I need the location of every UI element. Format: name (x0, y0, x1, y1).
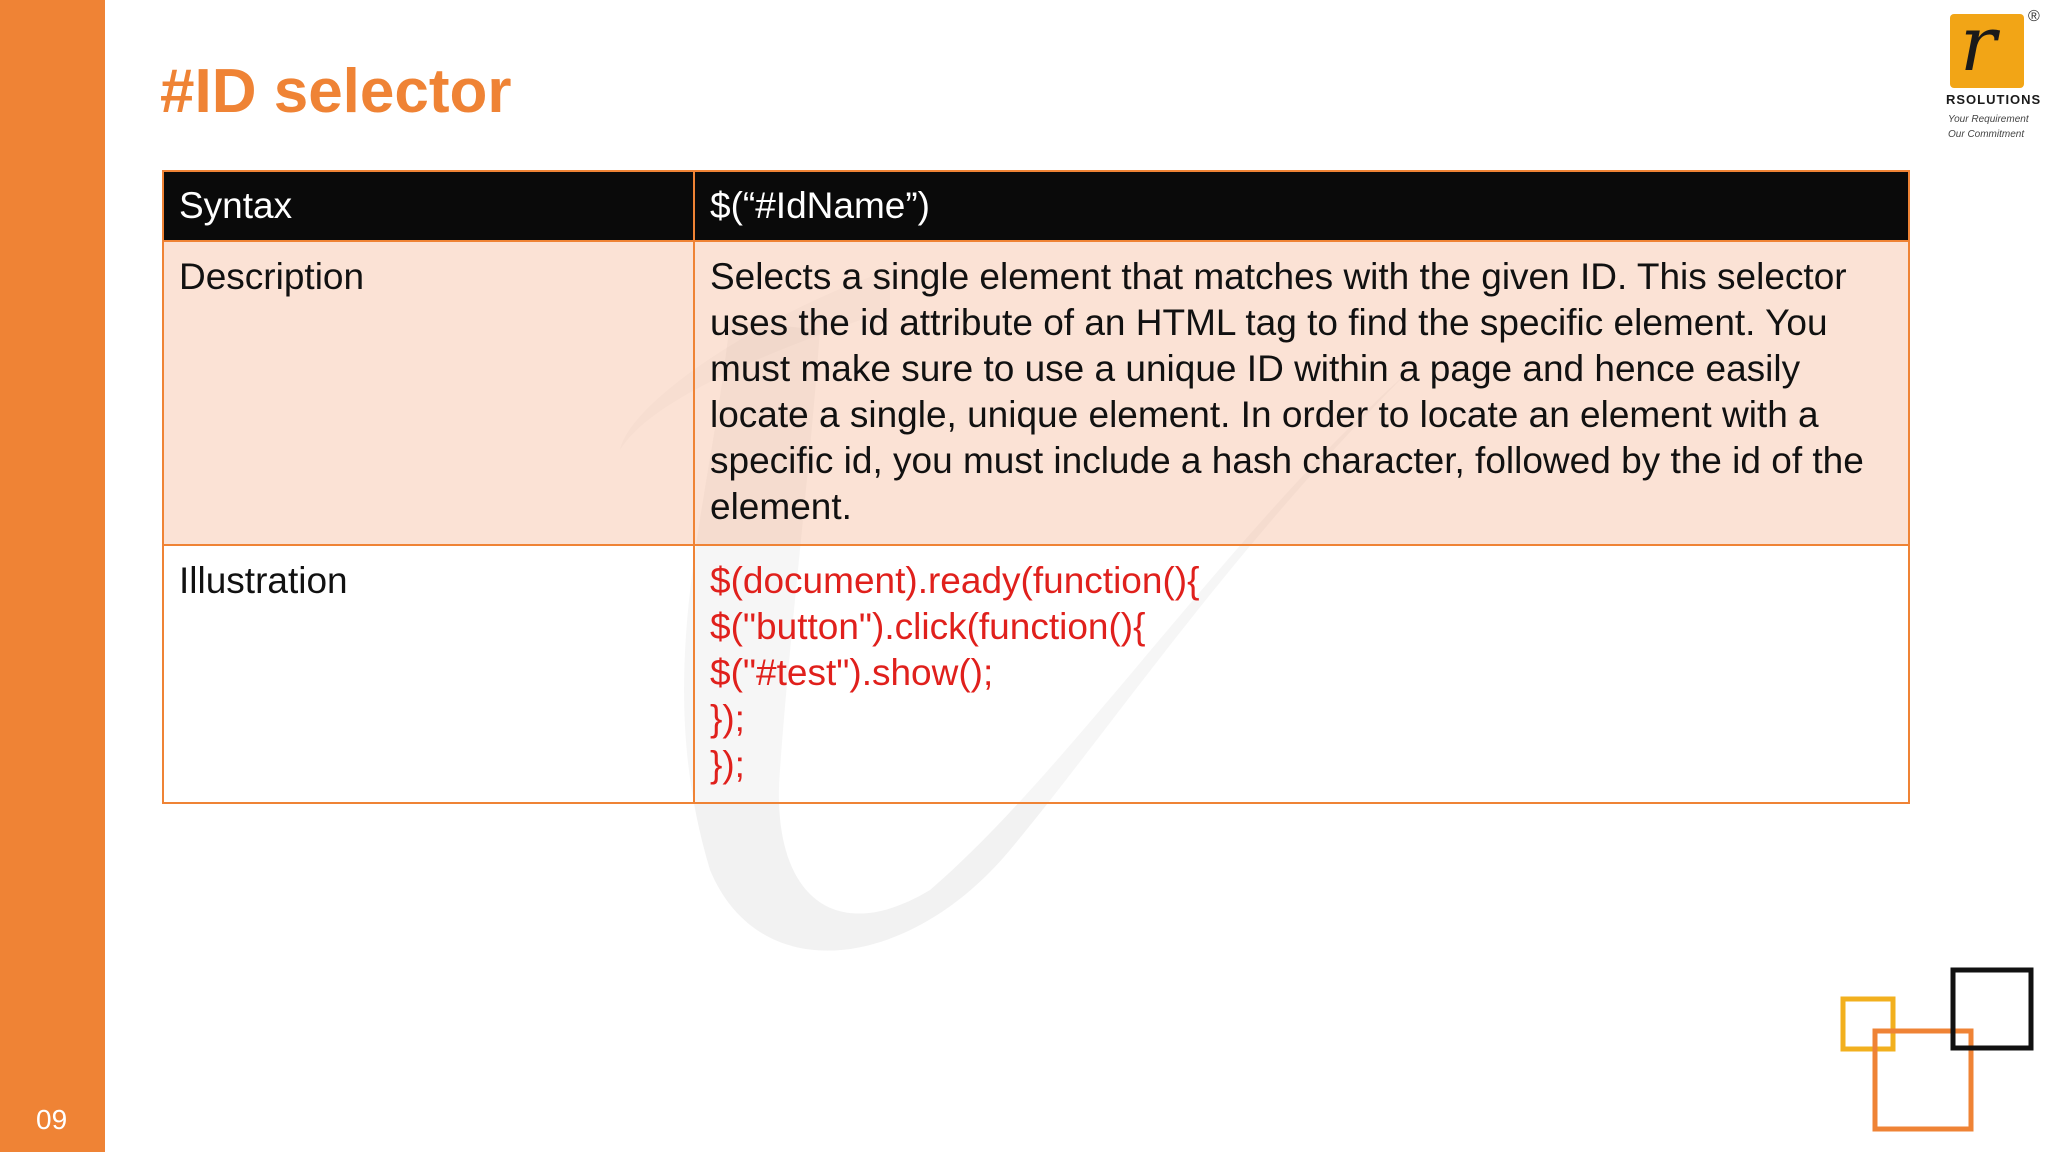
logo-glyph: r (1960, 0, 1997, 88)
logo-name: RSOLUTIONS (1946, 92, 2042, 107)
table-row-illustration (163, 545, 1909, 803)
company-logo (1938, 0, 2044, 148)
code-line: }); (710, 698, 745, 739)
syntax-value: $(“#IdName”) (694, 171, 1909, 241)
code-line: $("button").click(function(){ (710, 606, 1146, 647)
selector-table (162, 170, 1910, 804)
illustration-label: Illustration (163, 545, 694, 803)
logo-tagline: Your Requirement Our Commitment (1948, 114, 2029, 140)
registered-mark: ® (2028, 8, 2040, 25)
code-line: }); (710, 744, 745, 785)
side-bar (0, 0, 105, 1152)
syntax-label: Syntax (163, 171, 694, 241)
code-line: $("#test").show(); (710, 652, 994, 693)
slide-number: 09 (36, 1104, 68, 1135)
decorative-squares-icon (1820, 955, 2040, 1135)
code-line: $(document).ready(function(){ (710, 560, 1200, 601)
table-row-description (163, 241, 1909, 545)
table-row-syntax (163, 171, 1909, 241)
illustration-code (694, 545, 1909, 803)
description-value: Selects a single element that matches with the given ID. This selector uses the id attribute of an HTML tag to find the specific element. You must make sure to use a unique ID within a page and hence easily locate a single, unique element. In order to locate an element with a specific id, you must include a hash character, followed by the id of the element. (694, 241, 1909, 545)
description-label: Description (163, 241, 694, 545)
page-title: #ID selector (160, 57, 512, 126)
